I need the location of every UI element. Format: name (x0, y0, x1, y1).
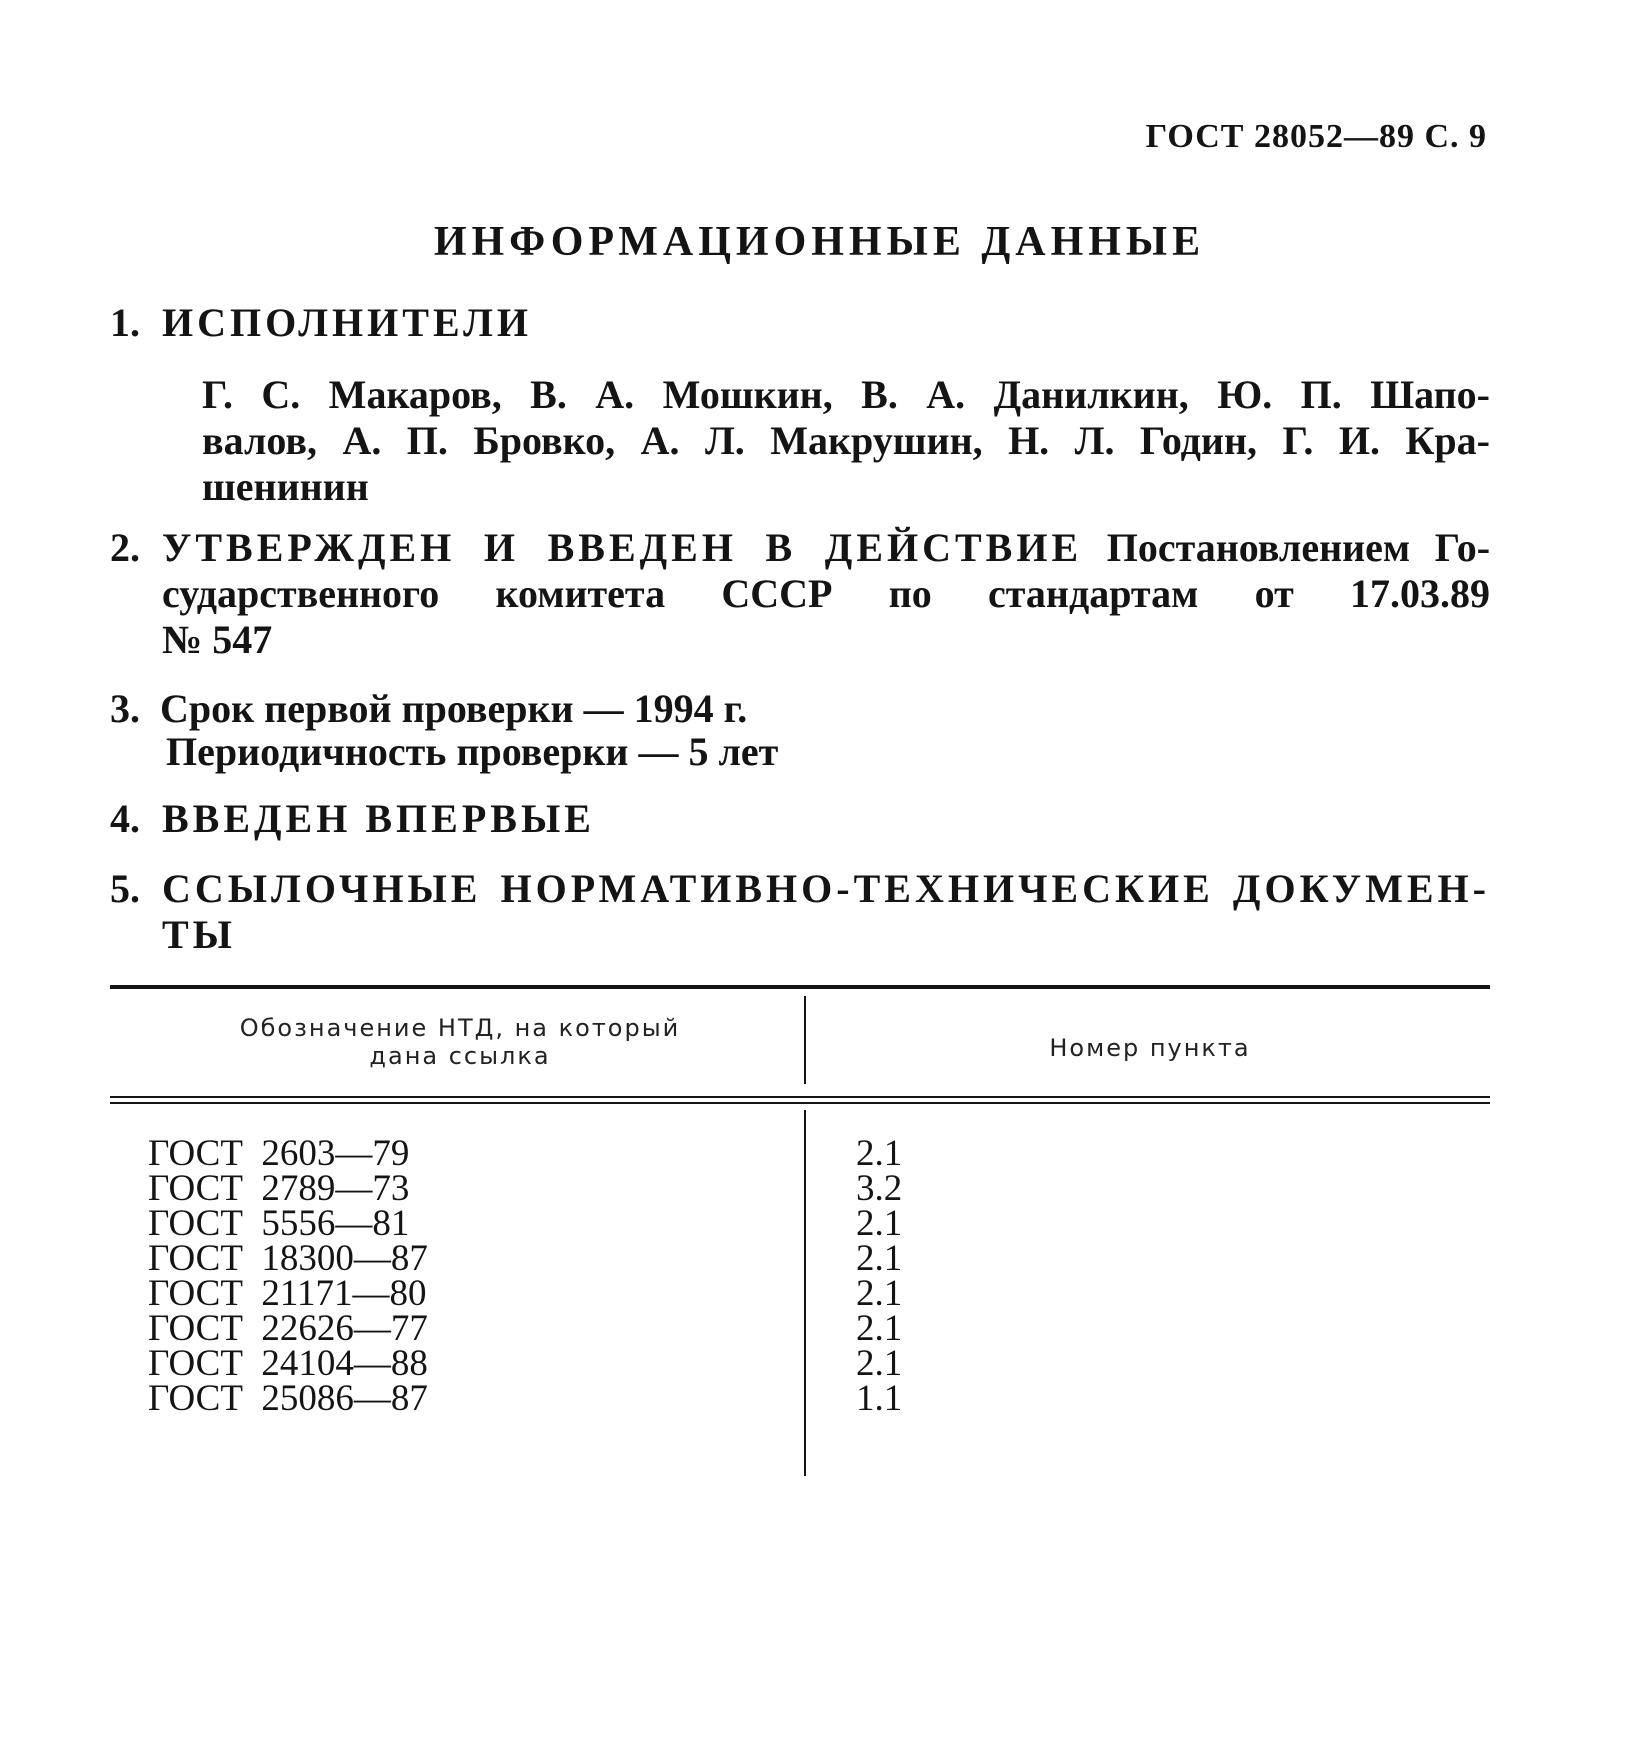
section-heading: ИСПОЛНИТЕЛИ (162, 300, 533, 345)
page-header: ГОСТ 28052—89 С. 9 (1145, 118, 1487, 155)
section-number: 3. (110, 686, 140, 731)
table-column-items (856, 1133, 903, 1419)
section-4 (110, 796, 1490, 846)
table-column-documents (148, 1133, 428, 1419)
document-cell: ГОСТ 24104—88 (148, 1343, 428, 1384)
section-2-line-2: сударственного комитета СССР по стандартам от 17.03.89 (162, 571, 1490, 616)
document-cell: ГОСТ 18300—87 (148, 1238, 428, 1279)
authors-line: Г. С. Макаров, В. А. Мошкин, В. А. Данилкин, Ю. П. Шапо- (202, 372, 1490, 417)
item-cell: 1.1 (856, 1378, 903, 1419)
table-row (856, 1378, 903, 1419)
item-cell: 3.2 (856, 1168, 903, 1209)
section-2 (110, 525, 1490, 665)
table-row (148, 1273, 428, 1314)
section-3 (110, 686, 1490, 786)
document-cell: ГОСТ 25086—87 (148, 1378, 428, 1419)
section-heading: ТЫ (162, 912, 236, 957)
authors-line: шенинин (202, 464, 369, 509)
item-cell: 2.1 (856, 1343, 903, 1384)
section-number: 2. (110, 525, 140, 570)
document-cell: ГОСТ 5556—81 (148, 1203, 410, 1244)
table-header-divider (804, 996, 806, 1084)
table-header-item: Номер пункта (1049, 1034, 1251, 1062)
section-2-line-1 (162, 525, 1490, 571)
table-row (856, 1168, 903, 1209)
section-5 (110, 866, 1490, 966)
document-title: ИНФОРМАЦИОННЫЕ ДАННЫЕ (433, 219, 1206, 265)
section-heading: УТВЕРЖДЕН И ВВЕДЕН В ДЕЙСТВИЕ (162, 525, 1083, 570)
section-number: 1. (110, 300, 140, 345)
section-number: 5. (110, 866, 140, 911)
table-row (148, 1378, 428, 1419)
section-1 (110, 300, 1490, 509)
table-row (856, 1308, 903, 1349)
section-heading: ССЫЛОЧНЫЕ НОРМАТИВНО-ТЕХНИЧЕСКИЕ ДОКУМЕН- (162, 866, 1490, 911)
document-cell: ГОСТ 22626—77 (148, 1308, 428, 1349)
document-cell: ГОСТ 21171—80 (148, 1273, 427, 1314)
section-heading: ВВЕДЕН ВПЕРВЫЕ (162, 796, 595, 841)
table-header-rule (110, 1096, 1490, 1098)
table-row (856, 1203, 903, 1244)
item-cell: 2.1 (856, 1203, 903, 1244)
table-row (148, 1168, 428, 1209)
table-row (148, 1238, 428, 1279)
section-3-line-1: Срок первой проверки — 1994 г. (160, 686, 748, 731)
table-row (856, 1238, 903, 1279)
section-number: 4. (110, 796, 140, 841)
table-row (856, 1133, 903, 1174)
table-row (148, 1203, 428, 1244)
table-top-rule (110, 985, 1490, 989)
header-line: Обозначение НТД, на который (239, 1014, 681, 1042)
header-line: дана ссылка (369, 1042, 551, 1070)
table-body-divider (804, 1110, 806, 1476)
section-3-line-2: Периодичность проверки — 5 лет (166, 729, 779, 774)
item-cell: 2.1 (856, 1133, 903, 1174)
item-cell: 2.1 (856, 1273, 903, 1314)
table-row (148, 1308, 428, 1349)
table-header-document (150, 1014, 770, 1070)
item-cell: 2.1 (856, 1238, 903, 1279)
document-cell: ГОСТ 2603—79 (148, 1133, 410, 1174)
section-2-line-3: № 547 (162, 617, 273, 662)
table-row (856, 1273, 903, 1314)
table-row (856, 1343, 903, 1384)
table-row (148, 1133, 428, 1174)
table-row (148, 1343, 428, 1384)
section-2-text: Постановлением Го- (1106, 525, 1491, 570)
authors-line: валов, А. П. Бровко, А. Л. Макрушин, Н. Л. Годин, Г. И. Кра- (202, 418, 1490, 463)
item-cell: 2.1 (856, 1308, 903, 1349)
table-header-rule (110, 1102, 1490, 1104)
document-cell: ГОСТ 2789—73 (148, 1168, 410, 1209)
